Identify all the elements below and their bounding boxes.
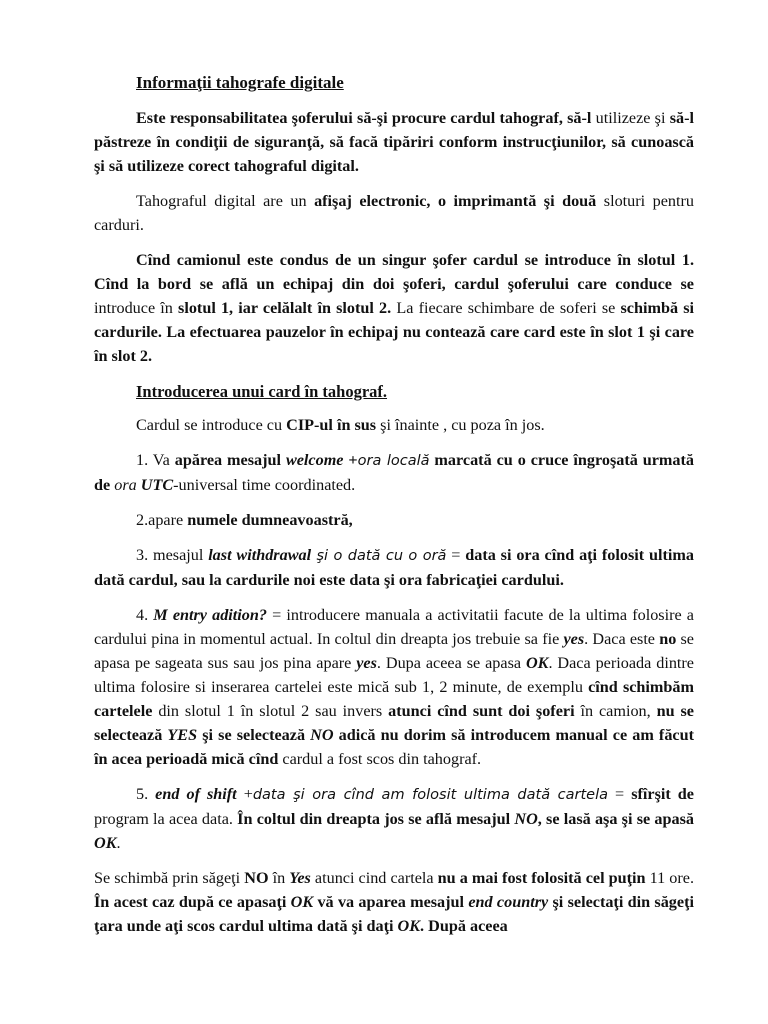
text-span: Se schimbă prin săgeţi [94,869,245,887]
text-span: NO [514,810,538,828]
text-span: M entry adition? [153,606,267,624]
text-span: slotul 1, iar celălalt în slotul 2. [178,299,392,317]
text-span: atunci cînd sunt doi şoferi [388,702,575,720]
text-span: introduce în [94,299,179,317]
text-span: end of shift [155,785,237,803]
text-span: welcome [285,451,344,469]
text-span: . După aceea [420,917,508,935]
text-span: Cardul se introduce cu [136,416,287,434]
text-span: În acest caz după ce apasaţi [94,893,291,911]
text-span: marcată cu o cruce îngroşată urmată de [94,451,694,494]
text-span: . Daca este [584,630,660,648]
text-span: La fiecare schimbare de soferi se [391,299,621,317]
text-span: 1. Va [136,451,175,469]
text-span: OK [290,893,314,911]
paragraph-switch-no-yes [94,866,694,938]
text-span: cardul a fost scos din tahograf. [278,750,482,768]
text-span: şi selectaţi din săgeţi ţara unde aţi scos cardul ultima dată şi daţi [94,893,694,935]
text-span: din slotul 1 în slotul 2 sau invers [152,702,389,720]
text-span: să-l păstreze în condiţii de siguranţă, să facă tipăriri conform instrucţiunilor, să cunoască şi să utilizeze corect tahograful digital. [94,109,694,175]
text-span: program la acea data. [94,810,238,828]
document-page [94,70,694,949]
paragraph-tachograph-components [94,189,694,237]
text-span: -universal time coordinated. [173,476,356,494]
text-span: 2.apare [136,511,188,529]
text-span: sfîrşit de [631,785,694,803]
text-span: data si ora cînd aţi folosit ultima dată cardul, sau la cardurile noi este data şi ora fabricaţiei cardului. [94,546,694,589]
text-span: sloturi pentru carduri. [94,192,694,234]
paragraph-step-5-end-of-shift [94,782,694,855]
paragraph-step-2-name [94,508,694,532]
text-span: atunci cind cartela [310,869,438,887]
text-span: nu a mai fost folosită cel puţin [437,869,646,887]
text-span: ora locală [357,453,430,469]
text-span: . Daca perioada dintre ultima folosire si inserarea cartelei este mică sub 1, 2 minute, de exemplu [94,654,694,696]
text-span: , se lasă aşa şi se apasă [537,810,694,828]
text-span: = introducere manuala a activitatii facute de la ultima folosire a cardului pina in momentul actual. In coltul din dreapta jos trebuie sa fie [94,606,694,648]
text-span: no [659,630,677,648]
text-span: Yes [289,869,311,887]
text-span: şi o dată cu o oră [311,548,447,564]
text-span: adică nu dorim să introducem manual ce am făcut în acea perioadă mică cînd [94,726,694,768]
text-span: OK [525,654,549,672]
text-span: 5. [136,785,156,803]
text-span: 4. [136,606,154,624]
text-span: 11 ore. [645,869,695,887]
text-span: end country [468,893,549,911]
text-span: Tahograful digital are un [136,192,315,210]
text-span: OK [397,917,421,935]
text-span: yes [356,654,377,672]
text-span: + [343,451,358,469]
text-span: în camion, [574,702,657,720]
text-span: numele dumneavoastră, [187,511,353,529]
text-span: cînd schimbăm cartelele [94,678,694,720]
text-span: + [236,785,253,803]
paragraph-slots [94,248,694,368]
paragraph-step-3-last-withdrawal [94,543,694,592]
paragraph-responsibility [94,106,694,178]
text-span: = [608,785,632,803]
paragraph-step-1-welcome [94,448,694,497]
text-span: yes [563,630,585,648]
text-span: se apasa pe sageata sus sau jos pina apare [94,630,694,672]
text-span: = [446,546,466,564]
text-span: . Dupa aceea se apasa [376,654,526,672]
text-span: . [116,834,121,852]
document-title: Informaţii tahografe digitale [136,73,344,92]
text-span: ora [114,476,137,494]
text-span: vă va aparea mesajul [313,893,469,911]
text-span: apărea mesajul [174,451,286,469]
text-span: UTC [136,476,174,494]
text-span: CIP-ul în sus [286,416,377,434]
text-span: OK [94,834,117,852]
text-span: schimbă si cardurile. La efectuarea pauzelor în echipaj nu contează care card este în slot 1 şi care în slot 2. [94,299,694,365]
text-span: NO [244,869,269,887]
text-span: last withdrawal [208,546,312,564]
text-span: în [268,869,290,887]
text-span: nu se selectează [94,702,694,744]
text-span: şi se selectează [197,726,311,744]
text-span: Este responsabilitatea şoferului să-şi procure cardul tahograf, să-l [136,109,592,127]
text-span: YES [167,726,198,744]
text-span: afişaj electronic, o imprimantă şi două [314,192,597,210]
text-span: În coltul din dreapta jos se află mesajul [237,810,515,828]
text-span: utilizeze şi [591,109,670,127]
text-span: data şi ora cînd am folosit ultima dată cartela [252,787,609,803]
text-span: NO [310,726,334,744]
text-span: şi înainte , cu poza în jos. [376,416,545,434]
text-span: 3. mesajul [136,546,209,564]
section-heading-card-insertion: Introducerea unui card în tahograf. [136,382,388,401]
paragraph-step-4-manual-entry [94,603,694,771]
text-span: Cînd camionul este condus de un singur şofer cardul se introduce în slotul 1. Cînd la bord se află un echipaj din doi şoferi, cardul şoferului care conduce se [94,251,694,293]
paragraph-card-orientation [94,413,694,437]
